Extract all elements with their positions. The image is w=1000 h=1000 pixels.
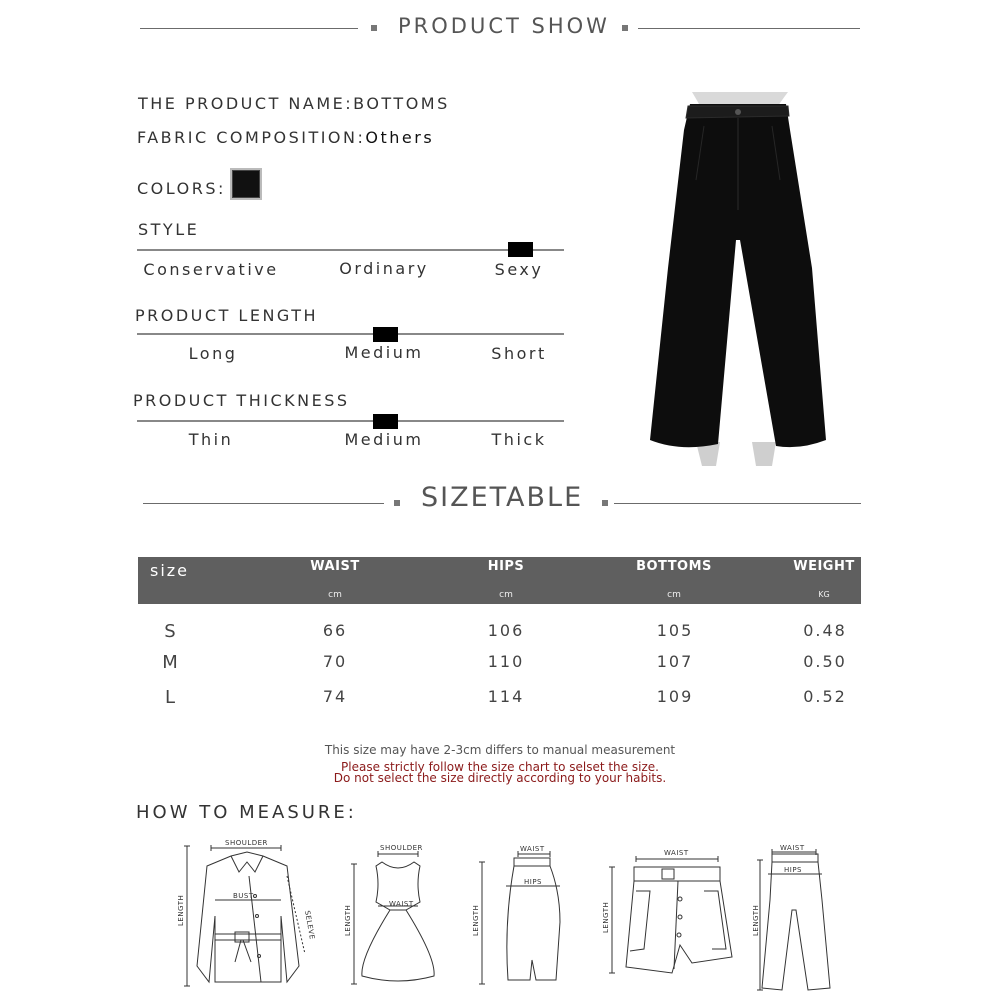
sizetable-title: SIZETABLE [421,482,584,513]
col-header-hips: HIPS [487,559,525,574]
size-label: S [164,621,176,642]
col-header-weight: WEIGHT [793,559,855,574]
dress-shoulder-label: SHOULDER [380,844,423,852]
shorts-diagram [600,845,740,980]
shorts-length-label: LENGTH [602,901,610,933]
unit-weight: KG [818,590,830,599]
size-value: 66 [322,621,348,640]
product-photo [640,90,840,470]
size-value: 105 [656,621,694,640]
thickness-marker [373,414,398,429]
pants-button [735,109,741,115]
length-track [137,333,564,335]
thickness-option-thick: Thick [491,430,547,449]
divider-square [394,500,400,506]
fabric-composition [137,128,434,147]
jacket-sleeve-label: SELEVE [303,909,317,941]
note-habits: Do not select the size directly according to your habits. [333,771,667,785]
style-title: STYLE [138,220,200,239]
thickness-option-thin: Thin [188,430,234,449]
dress-length-label: LENGTH [344,904,352,936]
thickness-title: PRODUCT THICKNESS [133,391,350,410]
divider-right [638,28,860,29]
jacket-diagram [175,836,325,994]
col-header-bottoms: BOTTOMS [636,559,712,574]
fabric-label: FABRIC COMPOSITION: [137,128,366,147]
size-value: 114 [487,687,525,706]
product-name [138,94,450,113]
divider-square [622,25,628,31]
mannequin-foot-right [752,442,776,466]
fabric-value: Others [365,128,435,147]
pants-waist-label: WAIST [780,844,805,852]
how-to-measure-title: HOW TO MEASURE: [136,802,357,823]
col-header-waist: WAIST [310,559,360,574]
col-header-size: size [150,561,190,580]
size-value: 0.48 [803,621,847,640]
style-option-conservative: Conservative [143,260,279,279]
size-value: 74 [322,687,348,706]
jacket-length-label: LENGTH [177,894,185,926]
jacket-shoulder-label: SHOULDER [225,839,268,847]
style-marker [508,242,533,257]
skirt-waist-label: WAIST [520,845,545,853]
size-value: 110 [487,652,525,671]
size-value: 107 [656,652,694,671]
length-option-short: Short [491,344,547,363]
length-option-long: Long [188,344,238,363]
colors-label: COLORS: [137,179,226,198]
unit-waist: cm [328,590,342,600]
unit-bottoms: cm [667,590,681,600]
size-label: M [162,652,178,673]
thickness-option-medium: Medium [344,430,424,449]
thickness-track [137,420,564,422]
product-name-label: THE PRODUCT NAME: [138,94,354,113]
style-track [137,249,564,251]
product-show-title: PRODUCT SHOW [398,14,610,38]
skirt-length-label: LENGTH [472,904,480,936]
divider-left [143,503,384,504]
style-option-sexy: Sexy [494,260,544,279]
divider-square [602,500,608,506]
divider-right [614,503,861,504]
length-title: PRODUCT LENGTH [135,306,319,325]
size-value: 106 [487,621,525,640]
dress-waist-label: WAIST [389,900,414,908]
length-marker [373,327,398,342]
style-option-ordinary: Ordinary [339,259,429,278]
shorts-waist-label: WAIST [664,849,689,857]
pants-length-label: LENGTH [752,904,760,936]
jacket-bust-label: BUST [233,892,254,900]
color-swatch-black[interactable] [230,168,262,200]
note-follow-chart: Please strictly follow the size chart to selset the size. [341,760,659,774]
divider-square [371,25,377,31]
dress-diagram [340,840,450,990]
note-measurement: This size may have 2-3cm differs to manual measurement [324,743,676,757]
pants-hips-label: HIPS [784,866,802,874]
product-name-value: BOTTOMS [353,94,450,113]
size-label: L [164,687,176,708]
divider-left [140,28,358,29]
length-option-medium: Medium [344,343,424,362]
size-value: 0.50 [803,652,847,671]
pants-diagram [748,840,838,995]
size-value: 109 [656,687,694,706]
skirt-hips-label: HIPS [524,878,542,886]
skirt-diagram [470,842,570,990]
unit-hips: cm [499,590,513,600]
size-value: 70 [322,652,348,671]
mannequin-torso [692,92,788,106]
size-value: 0.52 [803,687,847,706]
